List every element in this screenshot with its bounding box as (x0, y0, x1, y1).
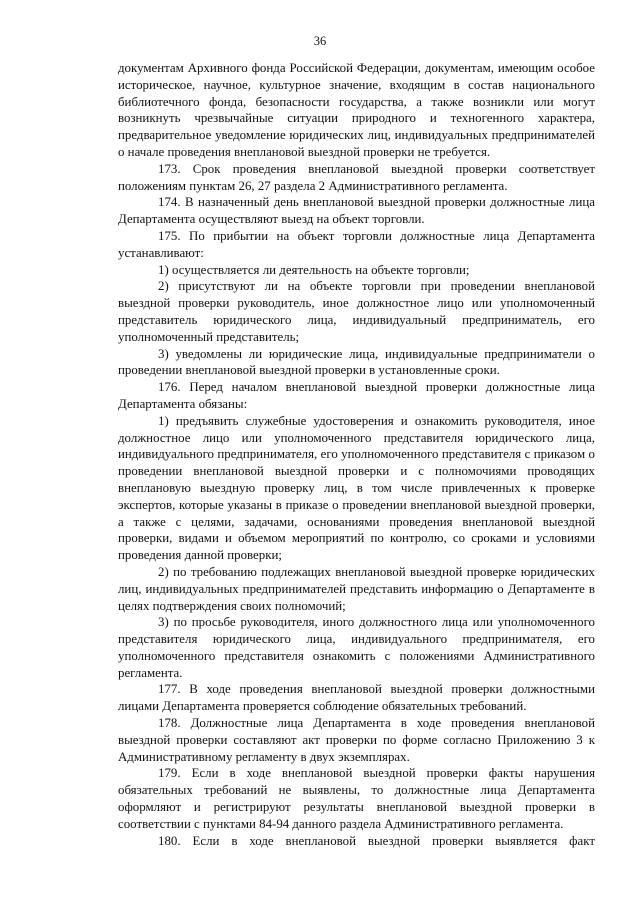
paragraph-175-2: 2) присутствуют ли на объекте торговли при проведении внеплановой выездной проверки руководитель, иное должностное лицо или уполномоченный представитель юридического лица, индивидуальный предприниматель, его уполномоченный представитель; (118, 279, 595, 344)
paragraph-cont: документам Архивного фонда Российской Федерации, документам, имеющим особое историческое, научное, культурное значение, входящим в состав национального библиотечного фонда, безопасности государства, а также возникли или могут возникнуть чрезвычайные ситуации природного и техногенного характера, предварительное уведомление юридических лиц, индивидуальных предпринимателей о начале проведения внеплановой выездной проверки не требуется. (118, 61, 595, 159)
paragraph-180: 180. Если в ходе внеплановой выездной проверки выявляется факт (158, 833, 595, 848)
paragraph-175-3: 3) уведомлены ли юридические лица, индивидуальные предприниматели о проведении внеплановой выездной проверки в установленные сроки. (118, 346, 595, 378)
paragraph-177: 177. В ходе проведения внеплановой выездной проверки должностными лицами Департамента проверяется соблюдение обязательных требований. (118, 682, 595, 714)
paragraph-176-2: 2) по требованию подлежащих внеплановой выездной проверке юридических лиц, индивидуальных предпринимателей представить информацию о Департаменте в целях подтверждения своих полномочий; (118, 564, 595, 613)
paragraph-176: 176. Перед началом внеплановой выездной проверки должностные лица Департамента обязаны: (118, 380, 595, 411)
paragraph-178: 178. Должностные лица Департамента в ходе проведения внеплановой выездной проверки составляют акт проверки по форме согласно Приложению 3 к Административному регламенту в двух экземплярах. (118, 716, 595, 764)
paragraph-176-3: 3) по просьбе руководителя, иного должностного лица или уполномоченного представителя юридического лица, индивидуального предпринимателя, его уполномоченного представителя ознакомить с положениями Административного регламента. (118, 615, 595, 680)
document-body (118, 60, 595, 849)
paragraph-176-1: 1) предъявить служебные удостоверения и ознакомить руководителя, иное должностное лицо или уполномоченного представителя юридического лица, индивидуального предпринимателя, его уполномоченного представителя с приказом о проведении внеплановой выездной проверки и с полномочиями проводящих внеплановую выездную проверку лиц, в том числе привлеченных к проверке экспертов, которые указаны в приказе о проведении внеплановой выездной проверки, а также с целями, задачами, основаниями проведения внеплановой выездной проверки, видами и объемом мероприятий по контролю, со сроками и условиями проведения данной проверки; (118, 413, 595, 563)
paragraph-179: 179. Если в ходе внеплановой выездной проверки факты нарушения обязательных требований не выявлены, то должностные лица Департамента оформляют и регистрируют результаты внеплановой выездной проверки в соответствии с пунктами 84-94 данного раздела Административного регламента. (118, 766, 595, 831)
paragraph-175-1: 1) осуществляется ли деятельность на объекте торговли; (158, 262, 470, 277)
paragraph-175: 175. По прибытии на объект торговли должностные лица Департамента устанавливают: (118, 228, 595, 260)
paragraph-173: 173. Срок проведения внеплановой выездной проверки соответствует положениям пунктам 26, 27 раздела 2 Административного регламента. (118, 161, 595, 193)
page-number: 36 (313, 34, 327, 48)
paragraph-174: 174. В назначенный день внеплановой выездной проверки должностные лица Департамента осуществляют выезд на объект торговли. (118, 195, 595, 227)
